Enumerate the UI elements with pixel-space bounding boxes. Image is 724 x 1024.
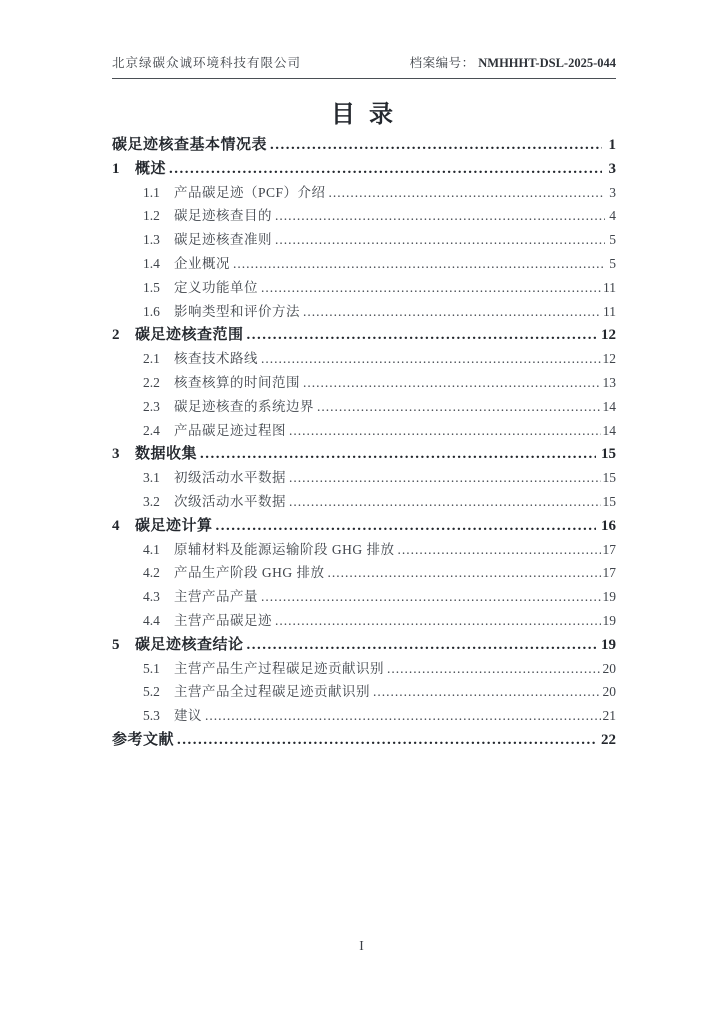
toc-entry-title: 产品碳足迹（PCF）介绍 bbox=[174, 184, 326, 200]
toc-dot-leader bbox=[275, 613, 601, 629]
toc-entry bbox=[112, 633, 616, 657]
toc-entry-page: 17 bbox=[602, 541, 616, 557]
toc-entry-title: 初级活动水平数据 bbox=[174, 470, 286, 486]
toc-dot-leader bbox=[328, 565, 601, 581]
toc-entry-title: 主营产品全过程碳足迹贡献识别 bbox=[174, 684, 370, 700]
toc-entry bbox=[112, 466, 616, 490]
toc-entry-page: 16 bbox=[601, 517, 616, 534]
toc-entry-page: 12 bbox=[601, 327, 616, 344]
toc-entry-page: 1 bbox=[608, 137, 616, 153]
toc-entry-title: 参考文献 bbox=[112, 731, 175, 748]
toc-dot-leader bbox=[303, 375, 601, 391]
toc-entry bbox=[112, 538, 616, 562]
toc-entry-title: 碳足迹计算 bbox=[135, 517, 213, 534]
toc-dot-leader bbox=[289, 470, 601, 486]
toc-entry bbox=[112, 133, 616, 157]
toc-entry-title: 主营产品碳足迹 bbox=[174, 612, 272, 628]
toc-dot-leader bbox=[205, 708, 601, 724]
toc-entry bbox=[112, 704, 616, 728]
toc-entry-title: 碳足迹核查范围 bbox=[135, 327, 244, 344]
toc-entry-page: 3 bbox=[608, 160, 616, 177]
toc-entry-title: 建议 bbox=[174, 708, 202, 724]
toc-entry-page: 19 bbox=[602, 589, 616, 605]
toc-dot-leader bbox=[169, 161, 602, 178]
toc-entry-page: 13 bbox=[602, 374, 616, 390]
toc-entry bbox=[112, 228, 616, 252]
toc-dot-leader bbox=[233, 256, 605, 272]
toc-dot-leader bbox=[303, 304, 601, 320]
toc-dot-leader bbox=[289, 494, 601, 510]
toc-entry-title: 主营产品生产过程碳足迹贡献识别 bbox=[174, 660, 384, 676]
toc-entry-page: 5 bbox=[609, 255, 616, 271]
toc-list bbox=[112, 133, 616, 752]
toc-entry-title: 影响类型和评价方法 bbox=[174, 303, 300, 319]
toc-entry-number: 5.3 bbox=[143, 708, 160, 724]
toc-entry-title: 主营产品产量 bbox=[174, 589, 258, 605]
toc-entry-page: 20 bbox=[602, 684, 616, 700]
toc-entry-page: 15 bbox=[602, 493, 616, 509]
toc-entry-number: 1 bbox=[112, 160, 120, 177]
toc-entry bbox=[112, 347, 616, 371]
toc-entry-number: 5 bbox=[112, 636, 120, 653]
toc-dot-leader bbox=[270, 137, 602, 154]
toc-entry-title: 核查技术路线 bbox=[174, 351, 258, 367]
toc-dot-leader bbox=[216, 518, 596, 535]
toc-entry-page: 3 bbox=[609, 184, 616, 200]
toc-dot-leader bbox=[247, 637, 596, 654]
toc-entry bbox=[112, 276, 616, 300]
toc-entry-number: 4.1 bbox=[143, 541, 160, 557]
toc-entry bbox=[112, 585, 616, 609]
toc-entry-number: 3.2 bbox=[143, 493, 160, 509]
toc-entry-page: 15 bbox=[602, 470, 616, 486]
toc-dot-leader bbox=[261, 280, 601, 296]
toc-entry bbox=[112, 252, 616, 276]
toc-entry-number: 4.2 bbox=[143, 565, 160, 581]
toc-entry bbox=[112, 419, 616, 443]
toc-entry-number: 3 bbox=[112, 446, 120, 463]
toc-entry-title: 产品生产阶段 GHG 排放 bbox=[174, 565, 325, 581]
toc-entry-number: 2.3 bbox=[143, 398, 160, 414]
toc-entry-title: 碳足迹核查目的 bbox=[174, 208, 272, 224]
toc-entry bbox=[112, 561, 616, 585]
toc-entry-number: 5.2 bbox=[143, 684, 160, 700]
toc-dot-leader bbox=[177, 732, 596, 749]
toc-entry-title: 产品碳足迹过程图 bbox=[174, 422, 286, 438]
toc-entry bbox=[112, 300, 616, 324]
toc-entry bbox=[112, 657, 616, 681]
toc-entry-page: 4 bbox=[609, 208, 616, 224]
toc-entry-page: 17 bbox=[602, 565, 616, 581]
toc-entry-page: 19 bbox=[601, 636, 616, 653]
toc-entry bbox=[112, 609, 616, 633]
toc-dot-leader bbox=[275, 232, 605, 248]
toc-entry-page: 12 bbox=[602, 351, 616, 367]
toc-dot-leader bbox=[329, 185, 605, 201]
toc-dot-leader bbox=[317, 399, 601, 415]
page-number: I bbox=[359, 938, 365, 953]
page-title: 目 录 bbox=[331, 102, 397, 128]
toc-entry-number: 4 bbox=[112, 517, 120, 534]
toc-entry-number: 1.1 bbox=[143, 184, 160, 200]
toc-entry-title: 原辅材料及能源运输阶段 GHG 排放 bbox=[174, 541, 395, 557]
toc-entry-number: 1.2 bbox=[143, 208, 160, 224]
toc-dot-leader bbox=[373, 684, 601, 700]
toc-dot-leader bbox=[289, 423, 601, 439]
toc-dot-leader bbox=[200, 446, 596, 463]
toc-entry-number: 4.3 bbox=[143, 589, 160, 605]
toc-entry-number: 2.4 bbox=[143, 422, 160, 438]
toc-entry-title: 次级活动水平数据 bbox=[174, 493, 286, 509]
archive-number-label: 档案编号： bbox=[409, 56, 475, 70]
toc-entry-number: 3.1 bbox=[143, 470, 160, 486]
toc-entry-number: 1.4 bbox=[143, 255, 160, 271]
toc-entry bbox=[112, 490, 616, 514]
toc-entry bbox=[112, 395, 616, 419]
toc-entry-title: 数据收集 bbox=[135, 446, 198, 463]
toc-entry bbox=[112, 514, 616, 538]
toc-entry-number: 2.2 bbox=[143, 374, 160, 390]
toc-entry-number: 1.3 bbox=[143, 232, 160, 248]
toc-entry-number: 1.6 bbox=[143, 303, 160, 319]
toc-entry-page: 11 bbox=[603, 303, 616, 319]
toc-dot-leader bbox=[387, 661, 601, 677]
toc-entry bbox=[112, 728, 616, 752]
toc-entry-page: 22 bbox=[601, 731, 616, 748]
toc-dot-leader bbox=[261, 589, 601, 605]
toc-entry-page: 14 bbox=[602, 422, 616, 438]
toc-dot-leader bbox=[247, 327, 596, 344]
toc-entry-title: 碳足迹核查的系统边界 bbox=[174, 398, 314, 414]
toc-entry-title: 定义功能单位 bbox=[174, 279, 258, 295]
toc-entry-page: 14 bbox=[602, 398, 616, 414]
toc-entry-title: 碳足迹核查准则 bbox=[174, 232, 272, 248]
toc-entry-number: 1.5 bbox=[143, 279, 160, 295]
toc-entry-title: 碳足迹核查基本情况表 bbox=[112, 137, 268, 153]
toc-entry-page: 21 bbox=[602, 708, 616, 724]
toc-entry bbox=[112, 442, 616, 466]
toc-entry-page: 11 bbox=[603, 279, 616, 295]
toc-entry-page: 5 bbox=[609, 232, 616, 248]
page-header bbox=[112, 53, 616, 79]
toc-entry bbox=[112, 204, 616, 228]
toc-entry-number: 2.1 bbox=[143, 351, 160, 367]
toc-entry bbox=[112, 680, 616, 704]
toc-entry-number: 5.1 bbox=[143, 660, 160, 676]
archive-number-value: NMHHHT-DSL-2025-044 bbox=[478, 56, 616, 70]
toc-entry-page: 15 bbox=[601, 446, 616, 463]
toc-entry-page: 19 bbox=[602, 612, 616, 628]
toc-entry bbox=[112, 181, 616, 205]
toc-entry bbox=[112, 371, 616, 395]
toc-entry bbox=[112, 323, 616, 347]
toc-dot-leader bbox=[398, 542, 601, 558]
toc-entry-page: 20 bbox=[602, 660, 616, 676]
toc-entry-title: 碳足迹核查结论 bbox=[135, 636, 244, 653]
toc-dot-leader bbox=[261, 351, 601, 367]
toc-entry bbox=[112, 157, 616, 181]
company-name: 北京绿碳众诚环境科技有限公司 bbox=[112, 56, 302, 70]
toc-entry-title: 概述 bbox=[135, 160, 167, 177]
page-footer bbox=[0, 938, 724, 954]
toc-entry-title: 企业概况 bbox=[174, 255, 230, 271]
toc-entry-number: 4.4 bbox=[143, 612, 160, 628]
toc-entry-title: 核查核算的时间范围 bbox=[174, 374, 300, 390]
archive-number bbox=[410, 53, 616, 71]
toc-entry-number: 2 bbox=[112, 327, 120, 344]
toc-dot-leader bbox=[275, 208, 605, 224]
